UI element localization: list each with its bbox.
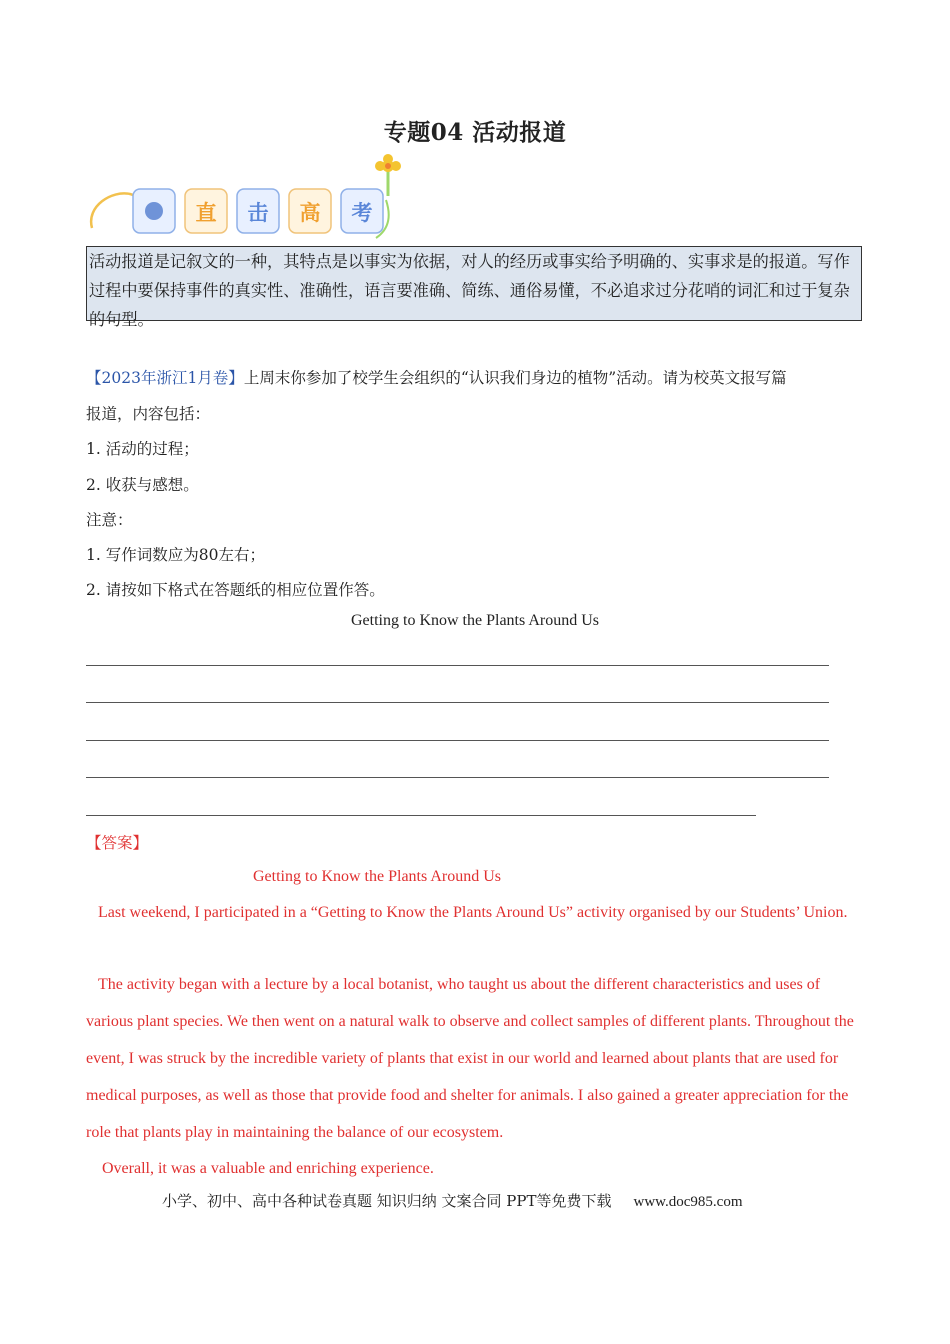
banner-char: 击 [247,201,269,225]
banner-char: 高 [299,201,321,225]
content-item: 2. 收获与感想。 [86,476,199,494]
answer-line [86,815,756,816]
answer-paragraph: The activity began with a lecture by a local botanist, who taught us about the different characteristics and uses of various plant species. We then went on a natural walk to observe and collect samples of different plants. Throughout the event, I was struck by the incredible variety of plants that exist in our world and learned about plants that are used for medical purposes, as well as those that provide food and shelter for animals. I also gained a greater appreciation for the role that plants play in maintaining the balance of our ecosystem. [86,976,854,1141]
banner-graphic [86,154,416,240]
page-title: 专题04 活动报道 [383,119,567,146]
intro-box: 活动报道是记叙文的一种，其特点是以事实为依据，对人的经历或事实给予明确的、实事求是的报道。写作过程中要保持事件的真实性、准确性，语言要准确、简练、通俗易懂，不必追求过分花哨的词汇和过于复杂的句型。 [86,246,862,321]
answer-line [86,740,829,741]
essay-title: Getting to Know the Plants Around Us [351,612,599,629]
answer-label: 【答案】 [86,834,149,852]
footer [162,1190,743,1211]
banner-char: 直 [195,201,217,225]
prompt-text: 报道，内容包括： [86,405,211,423]
source-tag: 【2023年浙江1月卷】 [86,369,244,387]
note-item: 2. 请按如下格式在答题纸的相应位置作答。 [86,581,385,599]
answer-paragraph: Last weekend, I participated in a “Getting to Know the Plants Around Us” activity organised by our Students’ Union. [98,904,848,921]
note-item: 1. 写作词数应为80左右； [86,546,265,564]
banner-char: 考 [351,201,373,225]
prompt-text: 上周末你参加了校学生会组织的“认识我们身边的植物”活动。请为校英文报写篇 [243,369,787,387]
content-item: 1. 活动的过程； [86,440,199,458]
note-label: 注意： [86,511,133,529]
answer-paragraph: Overall, it was a valuable and enriching experience. [102,1160,434,1177]
question-prompt [86,366,787,388]
answer-line [86,777,829,778]
answer-line [86,665,829,666]
answer-line [86,702,829,703]
footer-url[interactable]: www.doc985.com [633,1194,743,1210]
footer-text: 小学、初中、高中各种试卷真题 知识归纳 文案合同 PPT等免费下载 [162,1192,612,1210]
answer-title: Getting to Know the Plants Around Us [253,868,501,885]
